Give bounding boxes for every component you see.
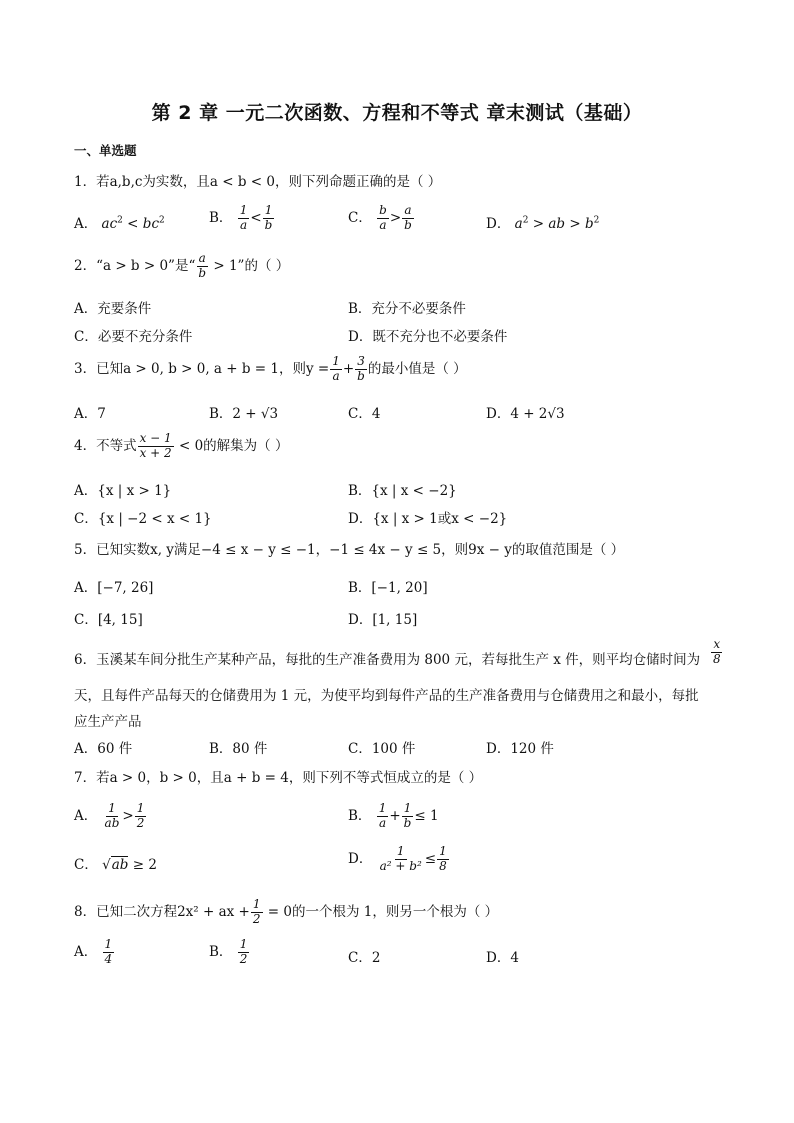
q5-option-b: B．[−1, 20] (348, 580, 428, 596)
q5-option-d: D．[1, 15] (348, 612, 418, 628)
q6-option-a: A．60 件 (74, 741, 133, 757)
q1-option-c: C． $\frac{b}{a}$ > $\frac{a}{b}$ (348, 203, 412, 232)
q3-option-d: D．4 + 2√3 (486, 406, 565, 422)
q6-option-b: B．80 件 (209, 741, 268, 757)
q2-option-b: B．充分不必要条件 (348, 301, 466, 317)
q7-option-a: A． $\frac{1}{ab}$ > $\frac{1}{2}$ (74, 801, 145, 830)
q8-option-b: B． $\frac{1}{2}$ (209, 937, 248, 966)
question-5: 5．已知实数x, y满足−4 ≤ x − y ≤ −1，−1 ≤ 4x − y ≤ 5，则9x − y的取值范围是（ ） (74, 542, 625, 558)
question-1: 1．若a,b,c为实数，且a < b < 0，则下列命题正确的是（ ） (74, 174, 442, 190)
section-heading: 一、单选题 (74, 143, 137, 158)
q8-option-d: D．4 (486, 950, 519, 966)
q6-option-d: D．120 件 (486, 741, 554, 757)
q4-option-a: A．{x | x > 1} (74, 483, 172, 499)
q6-option-c: C．100 件 (348, 741, 416, 757)
question-8: 8．已知二次方程2x² + ax + $\frac{1}{2}$ = 0的一个根为 1，则另一个根为（ ） (74, 897, 499, 926)
q4-option-c: C．{x | −2 < x < 1} (74, 511, 212, 527)
question-6-line-3: 应生产产品 (74, 714, 142, 730)
q1-option-b: B． $\frac{1}{a}$ < $\frac{1}{b}$ (209, 203, 273, 232)
question-2: 2．“a > b > 0”是“ $\frac{a}{b}$ > 1”的（ ） (74, 251, 290, 280)
q3-option-c: C．4 (348, 406, 381, 422)
question-4: 4．不等式 $\frac{x - 1}{x + 2}$ < 0的解集为（ ） (74, 431, 289, 460)
question-6-line-2: 天，且每件产品每天的仓储费用为 1 元，为使平均到每件产品的生产准备费用与仓储费用之和最小，每批 (74, 688, 699, 704)
q5-option-a: A．[−7, 26] (74, 580, 154, 596)
q7-option-d: D． $\frac{1}{\text{a² + b²}}$ ≤ $\frac{1}{8}$ (348, 844, 447, 873)
q2-option-c: C．必要不充分条件 (74, 329, 193, 345)
q2-option-a: A．充要条件 (74, 301, 152, 317)
q7-option-b: B． $\frac{1}{a}$ + $\frac{1}{b}$ ≤ 1 (348, 801, 439, 830)
q4-option-b: B．{x | x < −2} (348, 483, 457, 499)
page-title: 第 2 章 一元二次函数、方程和不等式 章末测试（基础） (151, 102, 643, 124)
q1-option-d: D． $a^2$ > ab > $b^2$ (486, 215, 600, 232)
q4-option-d: D．{x | x > 1或x < −2} (348, 511, 508, 527)
q3-option-b: B．2 + √3 (209, 406, 279, 422)
question-7: 7．若a > 0，b > 0，且a + b = 4，则下列不等式恒成立的是（ ） (74, 770, 483, 786)
q7-option-c: C． √ab ≥ 2 (74, 857, 157, 873)
q8-option-a: A． $\frac{1}{4}$ (74, 937, 113, 966)
q8-option-c: C．2 (348, 950, 381, 966)
q5-option-c: C．[4, 15] (74, 612, 143, 628)
q1-option-a: A． $ac^2 < bc^2$ (74, 215, 165, 232)
question-3: 3．已知a > 0, b > 0, a + b = 1，则y = $\frac{1}{a}$ + $\frac{3}{b}$ 的最小值是（ ） (74, 354, 467, 383)
q2-option-d: D．既不充分也不必要条件 (348, 329, 508, 345)
question-6-line-1: 6．玉溪某车间分批生产某种产品，每批的生产准备费用为 800 元，若每批生产 x 件，则平均仓储时间为 $\frac{x}{8}$ (74, 637, 721, 668)
q3-option-a: A．7 (74, 406, 106, 422)
